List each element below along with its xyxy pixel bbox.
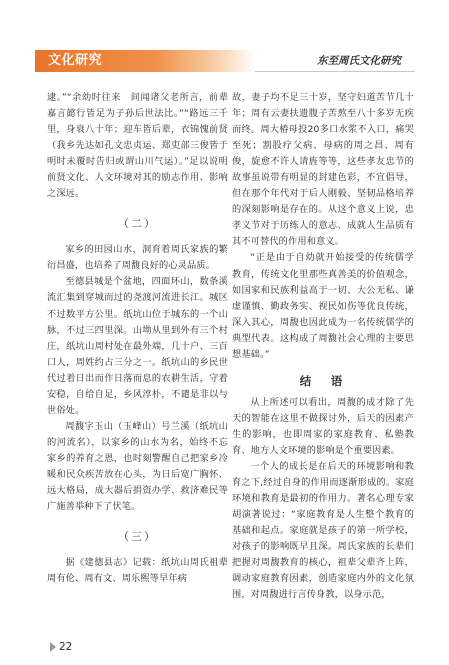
section-heading: （二） <box>118 217 157 231</box>
right-column <box>232 90 414 603</box>
paragraph: 一个人的成长是在后天的环境影响和教育之下,经过自身的作用而逐渐形成的。家庭环境和教育是最初的作用力。著名心理专家胡演著说过：“家庭教育是人生整个教育的基础和起点。家庭就是孩子的第一所学校，对孩子的影响既早且深。周氏家族的长辈们把握对周馥教育的核心，祖辈父辈齐上阵，调动家庭教育因素，创造家庭内外的文化氛围，对周馥进行言传身教，以身示范， <box>232 460 414 601</box>
paragraph: 故，妻子均不足三十岁，坚守妇道苦节几十年；周有云妻扶遗腹子苦熬至八十多岁无疾而终。周大椿母投20多口水浆不入口，痛哭至死；割股疗父病、母病的周之昌、周有俊，旋愈不许人请旌等等，这些孝友忠节的故事虽说带有明显的封建色彩，不宜倡导，但在那个年代对于后人刚毅、坚韧品格培养的深刻影响是存在的。从这个意义上说，忠孝义节对于历练人的意志、成就人生品质有其不可替代的作用和意义。 <box>232 92 414 248</box>
page-number: 22 <box>59 641 73 653</box>
section-title: 文化研究 <box>48 53 103 68</box>
section-heading: （三） <box>118 530 157 544</box>
page-header <box>0 50 449 72</box>
paragraph: 据《建德县志》记载：纸坑山周氏祖辈周有伦、周有文、周乐熙等早年病 <box>47 557 228 585</box>
left-column <box>47 90 228 587</box>
paragraph: 至德县城是个盆地，四面环山，数条溪流汇集到穿城而过的尧渡河流进长江。城区不过数平方公里。纸坑山位于城东的一个山脉，不过三四里深。山坳从里到外有三个村庄，纸坑山周村处在最外端，几十户、三百口人，周姓约占三分之一。纸坑山的乡民世代过着日出而作日落而息的农耕生活，守着安稳，自给自足，乡风淳朴，不谴是非以与世俗处。 <box>47 276 228 416</box>
journal-name: 东至周氏文化研究 <box>317 55 401 67</box>
page-arrow-icon <box>50 642 56 652</box>
paragraph: 周馥字玉山（玉峰山）号兰溪（纸坑山的河流名），以家乡的山水为名，始终不忘家乡的养育之恩，也时刻警醒自己把家乡冷暖和民众疾苦放在心头，为日后宽广胸怀、远大格局，成大器后捐资办学、救济难民等广施善举种下了伏笔。 <box>47 420 228 513</box>
paragraph: 逮。”“余幼时往来 间闻诸父老所言，前辈嘉言懿行皆足为子孙后世法比。”“路远三千里，身衰八十年；迎车皆后辈，衣锦愧前贤（我乡先达如孔文忠贞运、郑吏部三俊皆于明时未覆时告归或谓山川气运）。”足以说明前贤文化、人文环境对其的励志作用、影响之深远。 <box>47 92 228 200</box>
section-heading: 结 语 <box>299 373 347 388</box>
header-rule <box>255 71 415 72</box>
paragraph: 从上所述可以看出，周馥的成才除了先天的智能在这里不做探讨外，后天的因素产生的影响，也即周家的家庭教育、私塾教育、地方人文环境的影响是个重要因素。 <box>232 396 414 456</box>
paragraph: 家乡的田园山水，洞育着周氏家族的繁衍昌盛，也培养了周馥良好的心灵品质。 <box>47 244 228 272</box>
paragraph: “正是由于自幼就开始接受的传统儒学教育，传统文化里那些真善美的价值观念，如国家和民族利益高于一切、大公无私、谦虚谨慎、勤政务实、视民如伤等优良传统，深入其心，周馥也因此成为一名传统儒学的典型代表。这构成了周馥社会心理的主要思想基础。” <box>232 252 414 360</box>
